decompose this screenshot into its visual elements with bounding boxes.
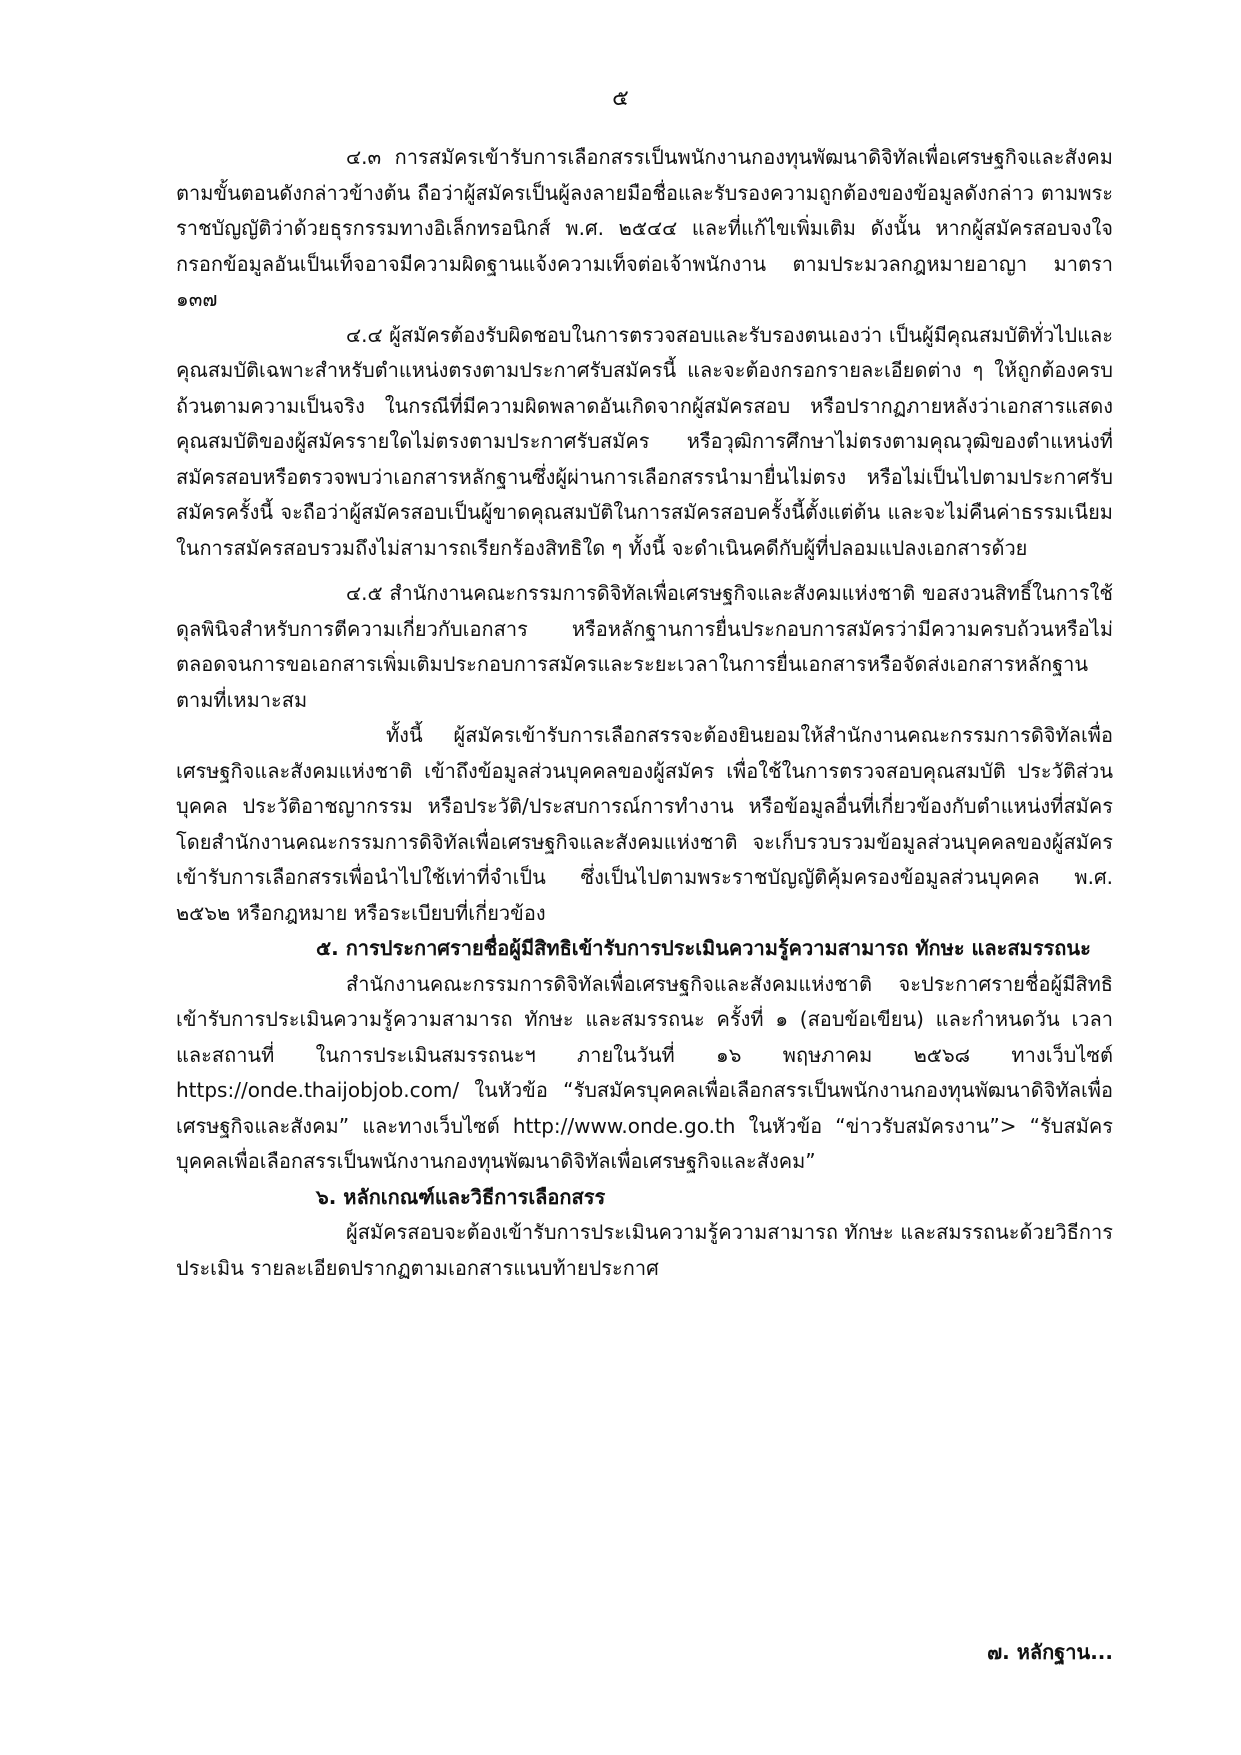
- paragraph-4-3: ๔.๓ การสมัครเข้ารับการเลือกสรรเป็นพนักงานกองทุนพัฒนาดิจิทัลเพื่อเศรษฐกิจและสังคม ตามขั้นตอนดังกล่าวข้างต้น ถือว่าผู้สมัครเป็นผู้ลงลายมือชื่อและรับรองความถูกต้องของข้อมูลดังกล่าว ตามพระราชบัญญัติว่าด้วยธุรกรรมทางอิเล็กทรอนิกส์ พ.ศ. ๒๕๔๔ และที่แก้ไขเพิ่มเติม ดังนั้น หากผู้สมัครสอบจงใจกรอกข้อมูลอันเป็นเท็จอาจมีความผิดฐานแจ้งความเท็จต่อเจ้าพนักงาน ตามประมวลกฎหมายอาญา มาตรา ๑๓๗: [176, 145, 1113, 311]
- section-5-heading: ๕. การประกาศรายชื่อผู้มีสิทธิเข้ารับการประเมินความรู้ความสามารถ ทักษะ และสมรรถนะ: [316, 936, 1091, 960]
- document-body: [176, 140, 1113, 1286]
- section-5-body: สำนักงานคณะกรรมการดิจิทัลเพื่อเศรษฐกิจและสังคมแห่งชาติ จะประกาศรายชื่อผู้มีสิทธิเข้ารับการประเมินความรู้ความสามารถ ทักษะ และสมรรถนะ ครั้งที่ ๑ (สอบข้อเขียน) และกำหนดวัน เวลา และสถานที่ ในการประเมินสมรรถนะฯ ภายในวันที่ ๑๖ พฤษภาคม ๒๕๖๘ ทางเว็บไซต์ https://onde.thaijobjob.com/ ในหัวข้อ “รับสมัครบุคคลเพื่อเลือกสรรเป็นพนักงานกองทุนพัฒนาดิจิทัลเพื่อเศรษฐกิจและสังคม” และทางเว็บไซต์ http://www.onde.go.th ในหัวข้อ “ข่าวรับสมัครงาน”> “รับสมัครบุคคลเพื่อเลือกสรรเป็นพนักงานกองทุนพัฒนาดิจิทัลเพื่อเศรษฐกิจและสังคม”: [176, 971, 1113, 1173]
- section-6-body: ผู้สมัครสอบจะต้องเข้ารับการประเมินความรู้ความสามารถ ทักษะ และสมรรถนะด้วยวิธีการประเมิน รายละเอียดปรากฏตามเอกสารแนบท้ายประกาศ: [176, 1220, 1113, 1280]
- page-number: ๕: [612, 86, 629, 111]
- next-page-reference: ๗. หลักฐาน...: [987, 1640, 1113, 1664]
- paragraph-consent: ทั้งนี้ ผู้สมัครเข้ารับการเลือกสรรจะต้องยินยอมให้สำนักงานคณะกรรมการดิจิทัลเพื่อเศรษฐกิจและสังคมแห่งชาติ เข้าถึงข้อมูลส่วนบุคคลของผู้สมัคร เพื่อใช้ในการตรวจสอบคุณสมบัติ ประวัติส่วนบุคคล ประวัติอาชญากรรม หรือประวัติ/ประสบการณ์การทำงาน หรือข้อมูลอื่นที่เกี่ยวข้องกับตำแหน่งที่สมัครโดยสำนักงานคณะกรรมการดิจิทัลเพื่อเศรษฐกิจและสังคมแห่งชาติ จะเก็บรวบรวมข้อมูลส่วนบุคคลของผู้สมัครเข้ารับการเลือกสรรเพื่อนำไปใช้เท่าที่จำเป็น ซึ่งเป็นไปตามพระราชบัญญัติคุ้มครองข้อมูลส่วนบุคคล พ.ศ. ๒๕๖๒ หรือกฎหมาย หรือระเบียบที่เกี่ยวข้อง: [176, 723, 1113, 925]
- paragraph-4-5: ๔.๕ สำนักงานคณะกรรมการดิจิทัลเพื่อเศรษฐกิจและสังคมแห่งชาติ ขอสงวนสิทธิ์ในการใช้ดุลพินิจสำหรับการตีความเกี่ยวกับเอกสาร หรือหลักฐานการยื่นประกอบการสมัครว่ามีความครบถ้วนหรือไม่ ตลอดจนการขอเอกสารเพิ่มเติมประกอบการสมัครและระยะเวลาในการยื่นเอกสารหรือจัดส่งเอกสารหลักฐานตามที่เหมาะสม: [176, 581, 1113, 712]
- paragraph-4-4: ๔.๔ ผู้สมัครต้องรับผิดชอบในการตรวจสอบและรับรองตนเองว่า เป็นผู้มีคุณสมบัติทั่วไปและคุณสมบัติเฉพาะสำหรับตำแหน่งตรงตามประกาศรับสมัครนี้ และจะต้องกรอกรายละเอียดต่าง ๆ ให้ถูกต้องครบถ้วนตามความเป็นจริง ในกรณีที่มีความผิดพลาดอันเกิดจากผู้สมัครสอบ หรือปรากฏภายหลังว่าเอกสารแสดงคุณสมบัติของผู้สมัครรายใดไม่ตรงตามประกาศรับสมัคร หรือวุฒิการศึกษาไม่ตรงตามคุณวุฒิของตำแหน่งที่สมัครสอบหรือตรวจพบว่าเอกสารหลักฐานซึ่งผู้ผ่านการเลือกสรรนำมายื่นไม่ตรง หรือไม่เป็นไปตามประกาศรับสมัครครั้งนี้ จะถือว่าผู้สมัครสอบเป็นผู้ขาดคุณสมบัติในการสมัครสอบครั้งนี้ตั้งแต่ต้น และจะไม่คืนค่าธรรมเนียมในการสมัครสอบรวมถึงไม่สามารถเรียกร้องสิทธิใด ๆ ทั้งนี้ จะดำเนินคดีกับผู้ที่ปลอมแปลงเอกสารด้วย: [176, 322, 1113, 560]
- section-6-heading: ๖. หลักเกณฑ์และวิธีการเลือกสรร: [316, 1184, 606, 1209]
